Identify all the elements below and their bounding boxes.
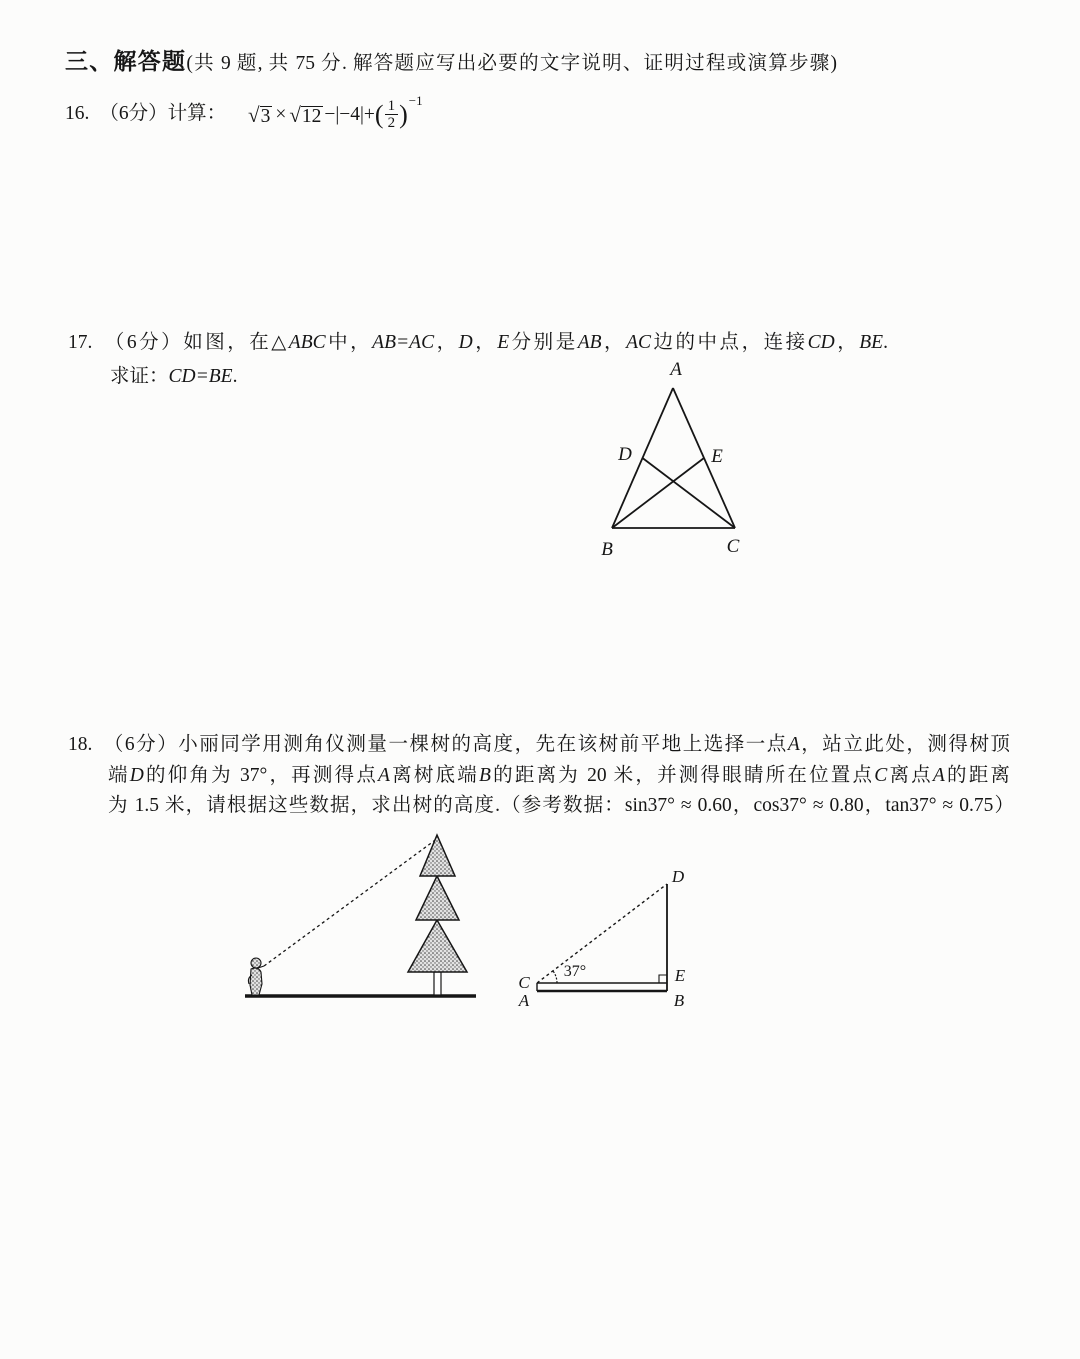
question-text	[108, 795, 1014, 816]
text-run: ，站立此处，测得树顶	[799, 734, 1010, 755]
label-d: D	[618, 444, 632, 465]
text-run: .	[883, 332, 888, 353]
text-run: 如图，在△	[183, 332, 289, 353]
label-c: C	[726, 536, 740, 557]
text-run: 离树底端	[389, 765, 480, 786]
question-number: 17.	[68, 332, 93, 353]
tree-crown-bottom	[408, 920, 467, 972]
text-run: ，	[434, 332, 459, 353]
question-17-prove	[110, 365, 237, 389]
text-run: ，	[601, 332, 627, 353]
prove-statement	[110, 366, 237, 387]
label-e: E	[674, 966, 686, 985]
person-figure	[248, 958, 264, 995]
question-18-line-1	[68, 733, 1010, 757]
math-variable: BE	[859, 332, 884, 353]
angle-label: 37°	[563, 963, 587, 980]
question-number: 18.	[68, 734, 93, 755]
segment-cd-dashed	[537, 884, 667, 983]
section-note: (共 9 题, 共 75 分. 解答题应写出必要的文字说明、证明过程或演算步骤)	[186, 53, 838, 74]
text-run: 中，	[325, 332, 373, 353]
tree-scene-figure	[245, 835, 476, 996]
text-run: 的仰角为 37°，再测得点	[143, 765, 379, 786]
tree-crown-middle	[416, 876, 459, 920]
math-variable: ABC	[288, 332, 326, 353]
label-c: C	[518, 973, 530, 992]
math-variable: A	[378, 765, 390, 786]
math-variable: AB	[577, 332, 602, 353]
math-variable: B	[479, 765, 491, 786]
right-angle-mark	[659, 975, 667, 983]
question-score: （6分）	[102, 332, 184, 353]
open-paren: (	[374, 99, 384, 129]
question-17	[68, 331, 888, 355]
label-e: E	[711, 446, 723, 467]
radical-sign: √	[248, 102, 260, 127]
question-number: 16.	[65, 102, 90, 124]
fraction-denominator: 2	[387, 115, 396, 131]
section-title: 三、解答题	[65, 49, 187, 74]
radicand: 3	[260, 105, 271, 127]
label-b: B	[601, 539, 613, 560]
close-paren: )	[399, 99, 408, 129]
text-run: 端	[108, 765, 130, 786]
question-text	[178, 734, 1010, 755]
text-run: 求证：	[110, 366, 169, 387]
text-run: 为 1.5 米，请根据这些数据，求出树的高度.（参考数据：sin37° ≈ 0.60，cos37° ≈ 0.80，tan37° ≈ 0.75）	[108, 795, 1014, 816]
sight-line-dashed	[264, 838, 438, 966]
sqrt-term	[289, 103, 323, 127]
section-header	[65, 50, 837, 76]
question-18-line-2	[108, 764, 1010, 788]
sqrt-term	[248, 103, 272, 127]
math-expression	[247, 93, 423, 131]
question-16	[65, 93, 423, 131]
question-score: （6分）	[99, 102, 168, 124]
math-variable: AC	[626, 332, 651, 353]
question-text	[183, 332, 888, 353]
fraction	[385, 98, 399, 131]
text-run: 边的中点，连接	[651, 332, 808, 353]
text-run: 的距离为 20 米，并测得眼睛所在位置点	[490, 765, 875, 786]
times-sign: ×	[275, 103, 287, 125]
radicand: 12	[301, 105, 322, 127]
math-variable: AB=AC	[372, 332, 435, 353]
right-triangle-diagram	[537, 884, 667, 991]
math-variable: A	[787, 734, 800, 755]
text-run: 分别是	[509, 332, 578, 353]
question-18-line-3	[108, 794, 1014, 818]
text-run: ，	[472, 332, 498, 353]
math-variable: CD	[807, 332, 835, 353]
tree-trunk	[434, 972, 441, 995]
math-variable: A	[932, 765, 945, 786]
label-b: B	[673, 991, 685, 1010]
text-run: 离点	[887, 765, 933, 786]
question-score: （6分）	[102, 734, 179, 755]
expression-middle: −|−4|+	[324, 103, 375, 125]
fraction-numerator: 1	[385, 98, 399, 115]
tree-crown-top	[420, 835, 455, 876]
text-run: 的距离	[944, 765, 1010, 786]
question-prompt: 计算：	[167, 102, 227, 124]
math-variable: CD=BE	[168, 366, 233, 387]
label-d: D	[671, 867, 685, 886]
exponent: −1	[408, 93, 423, 108]
label-a: A	[670, 359, 682, 380]
label-a: A	[518, 991, 530, 1010]
math-variable: E	[497, 332, 510, 353]
text-run: .	[232, 366, 238, 387]
question-text	[108, 765, 1010, 786]
angle-arc	[553, 971, 557, 983]
math-variable: C	[874, 765, 888, 786]
math-variable: D	[458, 332, 473, 353]
text-run: 小丽同学用测角仪测量一棵树的高度，先在该树前平地上选择一点	[178, 734, 788, 755]
radical-sign: √	[289, 102, 301, 127]
text-run: ，	[834, 332, 860, 353]
math-variable: D	[129, 765, 144, 786]
